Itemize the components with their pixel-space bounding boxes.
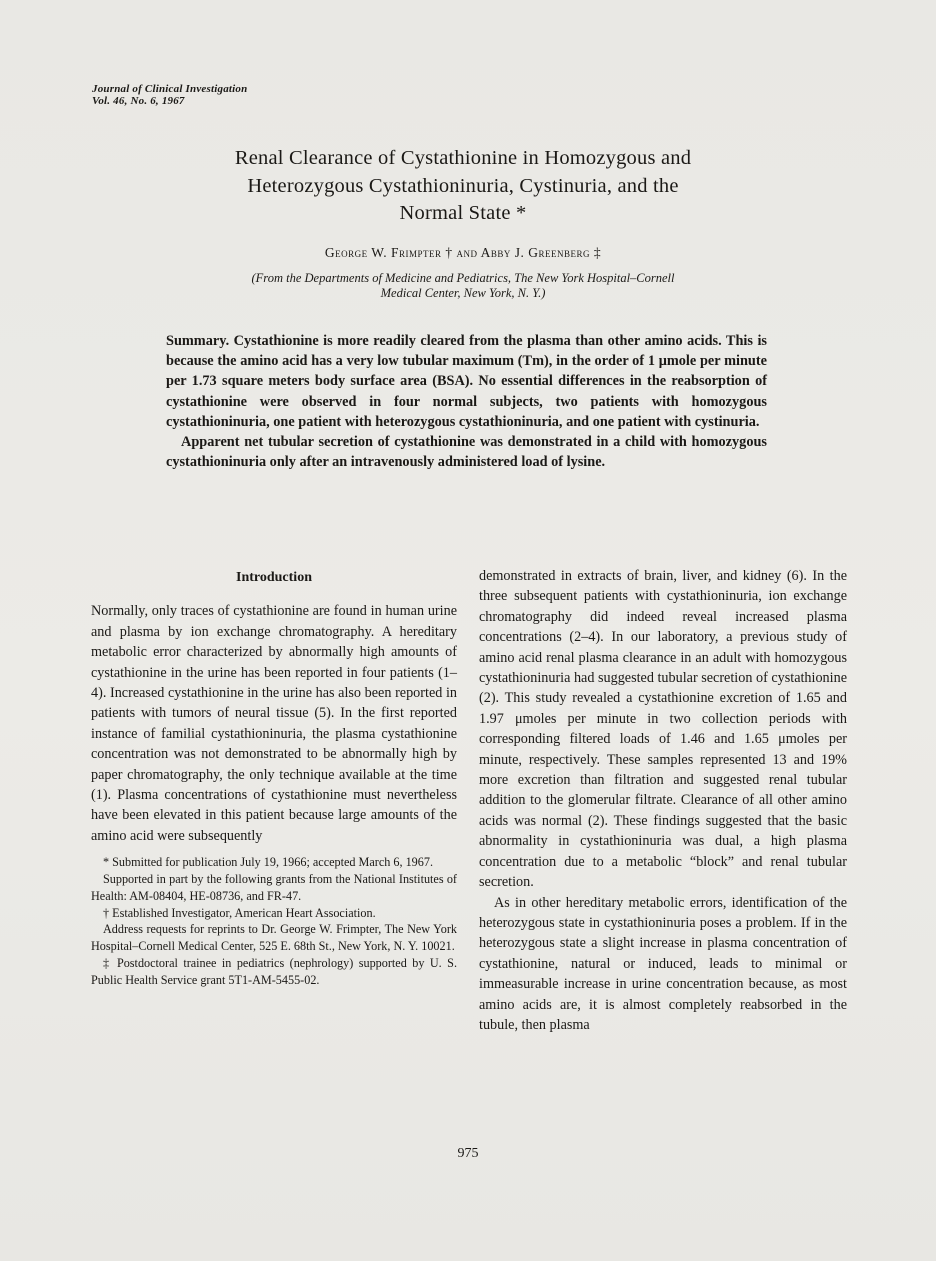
footnote-double-dagger: ‡ Postdoctoral trainee in pediatrics (nephrology) supported by U. S. Public Health Service grant 5T1-AM-5455-02. bbox=[91, 956, 457, 987]
introduction-heading: Introduction bbox=[236, 570, 312, 585]
summary-block bbox=[166, 331, 767, 472]
affiliation-line-2: Medical Center, New York, N. Y.) bbox=[380, 286, 546, 300]
authors-line: George W. Frimpter † and Abby J. Greenberg ‡ bbox=[324, 244, 602, 260]
footnotes-block bbox=[91, 854, 457, 988]
footnote-dagger: † Established Investigator, American Heart Association. bbox=[103, 905, 376, 920]
article-title bbox=[90, 145, 836, 228]
title-block bbox=[90, 145, 836, 302]
summary-paragraph-1: Summary. Cystathionine is more readily cleared from the plasma than other amino acids. This is because the amino acid has a very low tubular maximum (Tm), in the order of 1 μmole per minute per 1.73 square meters body surface area (BSA). No essential differences in the reabsorption of cystathionine were observed in four normal subjects, two patients with homozygous cystathioninuria, one patient with heterozygous cystathioninuria, and one patient with cystinuria. bbox=[166, 333, 767, 430]
body-paragraph: demonstrated in extracts of brain, liver, and kidney (6). In the three subsequent patients with cystathioninuria, ion exchange chromatography did indeed reveal increased plasma concentrations (2–4). In our laboratory, a previous study of amino acid renal plasma clearance in an adult with homozygous cystathioninuria had suggested tubular secretion of cystathionine (2). This study revealed a cystathionine excretion of 1.65 and 1.97 μmoles per minute in two collection periods with corresponding filtered loads of 1.46 and 1.65 μmoles per minute, respectively. These samples represented 13 and 19% more excretion than filtration and suggested renal tubular addition to the glomerular filtrate. Clearance of all other amino acids was normal (2). These findings suggested that the basic abnormality in cystathioninuria was dual, a high plasma concentration due to a metabolic “block” and renal tubular secretion. bbox=[479, 568, 847, 891]
body-paragraph: Normally, only traces of cystathionine are found in human urine and plasma by ion exchange chromatography. A hereditary metabolic error characterized by abnormally high amounts of cystathionine in the urine has been reported in four patients (1–4). Increased cystathionine in the urine has also been reported in patients with tumors of neural tissue (5). In the first reported instance of familial cystathioninuria, the plasma cystathionine concentration was not demonstrated to be abnormally high by paper chromatography, the only technique available at the time (1). Plasma concentrations of cystathionine must nevertheless have been elevated in this patient because large amounts of the amino acid were subsequently bbox=[91, 603, 457, 844]
title-line-1: Renal Clearance of Cystathionine in Homozygous and bbox=[234, 147, 692, 169]
journal-masthead bbox=[92, 83, 247, 107]
footnote-reprints: Address requests for reprints to Dr. George W. Frimpter, The New York Hospital–Cornell Medical Center, 525 E. 68th St., New York, N. Y. 10021. bbox=[91, 922, 457, 954]
body-paragraph: As in other hereditary metabolic errors, identification of the heterozygous state in cystathioninuria poses a problem. If in the heterozygous state a slight increase in plasma concentration of cystathionine, natural or induced, leads to minimal or immeasurable increase in urine concentration because, as most amino acids are, it is almost completely reabsorbed in the tubule, then plasma bbox=[479, 894, 847, 1033]
title-line-2: Heterozygous Cystathioninuria, Cystinuria, and the bbox=[247, 174, 679, 197]
left-column bbox=[91, 566, 457, 989]
footnote-submitted: * Submitted for publication July 19, 1966; accepted March 6, 1967. bbox=[103, 855, 434, 870]
journal-volume-line: Vol. 46, No. 6, 1967 bbox=[92, 95, 185, 107]
title-line-3: Normal State * bbox=[399, 202, 527, 224]
page-number: 975 bbox=[457, 1146, 479, 1161]
journal-name: Journal of Clinical Investigation bbox=[92, 83, 248, 95]
summary-paragraph-2: Apparent net tubular secretion of cystathionine was demonstrated in a child with homozygous cystathioninuria only after an intravenously administered load of lysine. bbox=[166, 434, 767, 471]
affiliation bbox=[90, 271, 836, 302]
right-column bbox=[479, 566, 847, 1035]
footnote-grants: Supported in part by the following grants from the National Institutes of Health: AM-08404, HE-08736, and FR-47. bbox=[91, 872, 457, 903]
affiliation-line-1: (From the Departments of Medicine and Pediatrics, The New York Hospital–Cornell bbox=[251, 270, 675, 285]
